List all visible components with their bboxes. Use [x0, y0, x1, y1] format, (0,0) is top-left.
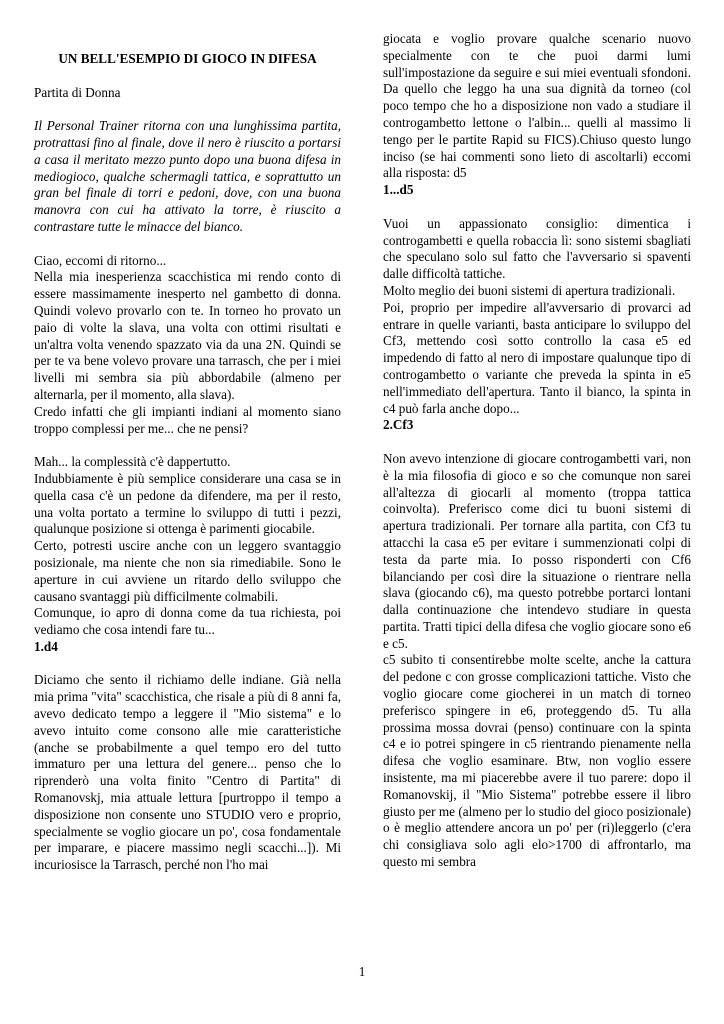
- chess-move: 1...d5: [383, 182, 414, 198]
- paragraph: Non avevo intenzione di giocare controgambetti vari, non è la mia filosofia di gioco e so che comunque non sarei all'altezza di giocarli al momento (troppa tattica coinvolta). Preferisco come dici tu buoni sistemi di apertura tradizionali. Per tornare alla partita, con Cf3 tu attacchi la casa e5 per evitare i summenzionati colpi di testa da parte mia. Io posso risponderti con Cf6 bilanciando per così dire la situazione o rientrare nella slava (giocando c6), ma questo potrebbe portarci lontani dalla continuazione che intendevo studiare in questa partita. Tratti tipici della difesa che voglio giocare sono e6 e c5.: [383, 450, 691, 651]
- paragraph: Ciao, eccomi di ritorno...: [34, 252, 167, 268]
- paragraph: Molto meglio dei buoni sistemi di apertura tradizionali.: [383, 282, 676, 298]
- paragraph: Nella mia inesperienza scacchistica mi rendo conto di essere massimamente inesperto nel gambetto di donna. Quindi volevo provarlo con te. In torneo ho provato un paio di volte la slava, una volta con ottimi risultati e un'altra volta venendo spazzato via da una 2N. Quindi se per te va bene volevo provare una tarrasch, che per i miei livelli mi sembra sia più abbordabile (almeno per alternarla, per il momento, alla slava).: [34, 269, 341, 402]
- left-column: [34, 31, 341, 874]
- paragraph: c5 subito ti consentirebbe molte scelte, anche la cattura del pedone c con grosse complicazioni tattiche. Visto che voglio giocare come giocherei in un match di torneo preferisco spingere in e6, proteggendo d5. Tu alla prossima mossa dovrai (penso) continuare con la spinta c4 e io potrei spingere in c5 rientrando pienamente nella difesa che voglio esaminare. Btw, non voglio essere insistente, ma mi piacerebbe avere il tuo parere: dopo il Romanovskij, il "Mio Sistema" potrebbe essere il libro giusto per me (almeno per lo studio del gioco posizionale) o è meglio attendere ancora un po' per (ri)leggerlo (c'era chi consigliava solo agli elo>1700 di affrontarlo, ma questo mi sembra: [383, 652, 691, 870]
- paragraph: Credo infatti che gli impianti indiani al momento siano troppo complessi per me... che ne pensi?: [34, 403, 341, 436]
- chess-move: 1.d4: [34, 638, 58, 654]
- paragraph: Poi, proprio per impedire all'avversario di provarci ad entrare in quelle varianti, basta anticipare lo sviluppo del Cf3, mettendo così sotto controllo la casa e5 ed impedendo di fatto al nero di impostare qualunque tipo di controgambetto o variante che preveda la spinta in e5 nell'immediato dell'apertura. Tanto il bianco, la spinta in c4 può farla anche dopo...: [383, 299, 691, 416]
- paragraph: Diciamo che sento il richiamo delle indiane. Già nella mia prima "vita" scacchistica, che risale a più di 8 anni fa, avevo dedicato tempo a leggere il "Mio sistema" e lo avevo intuito come consono alle mie caratteristiche (anche se probabilmente a quel tempo ero del tutto immaturo per una lettura del genere... penso che lo riprenderò una volta finito "Centro di Partita" di Romanovskj, mia attuale lettura [purtroppo il tempo a disposizione non consente uno STUDIO vero e proprio, specialmente se voglio giocare un po', cosa fondamentale per imparare, e piacere massimo negli scacchi...]). Mi incuriosisce la Tarrasch, perché non l'ho mai: [34, 672, 341, 873]
- article-title: UN BELL'ESEMPIO DI GIOCO IN DIFESA: [58, 51, 317, 66]
- right-column: [383, 31, 691, 871]
- paragraph: Vuoi un appassionato consiglio: dimentica i controgambetti e quella robaccia lì: sono sistemi sbagliati che speculano solo sul fatto che l'avversario si spaventi dalle difficoltà tattiche.: [383, 215, 691, 282]
- paragraph: Indubbiamente è più semplice considerare una casa se in quella casa c'è un pedone da difendere, ma per il resto, una volta portato a termine lo sviluppo di tutti i pezzi, qualunque posizione si ottenga è parimenti giocabile.: [34, 470, 341, 537]
- paragraph: Certo, potresti uscire anche con un leggero svantaggio posizionale, ma niente che non sia rimediabile. Sono le aperture in cui avviene un ritardo dello sviluppo che causano svantaggi più difficilmente colmabili.: [34, 538, 341, 604]
- paragraph: Mah... la complessità c'è dappertutto.: [34, 454, 231, 470]
- paragraph: Comunque, io apro di donna come da tua richiesta, poi vediamo che cosa intendi fare tu...: [34, 605, 341, 638]
- article-subtitle: Partita di Donna: [34, 84, 121, 100]
- intro-paragraph: Il Personal Trainer ritorna con una lunghissima partita, protrattasi fino al finale, dove il nero è riuscito a portarsi a casa il meritato mezzo punto dopo una buona difesa in mediogioco, qualche schermagli tattica, e soprattutto un gran bel finale di torri e pedoni, dove, con una buona manovra con cui ha attivato la torre, è riuscito a contrastare tutte le minacce del bianco.: [34, 118, 341, 234]
- chess-move: 2.Cf3: [383, 417, 414, 433]
- paragraph: giocata e voglio provare qualche scenario nuovo specialmente con te che puoi darmi lumi sull'impostazione da seguire e sui miei eventuali sfondoni. Da quello che leggo ha una sua dignità da torneo (col poco tempo che ho a disposizione non vado a studiare il controgambetto lettone o l'albin... quelli al massimo li tengo per le partite Rapid su FICS).Chiuso questo lungo inciso (se hai commenti sono lieto di ascoltarli) eccomi alla risposta: d5: [383, 31, 691, 181]
- page-number: 1: [358, 964, 366, 979]
